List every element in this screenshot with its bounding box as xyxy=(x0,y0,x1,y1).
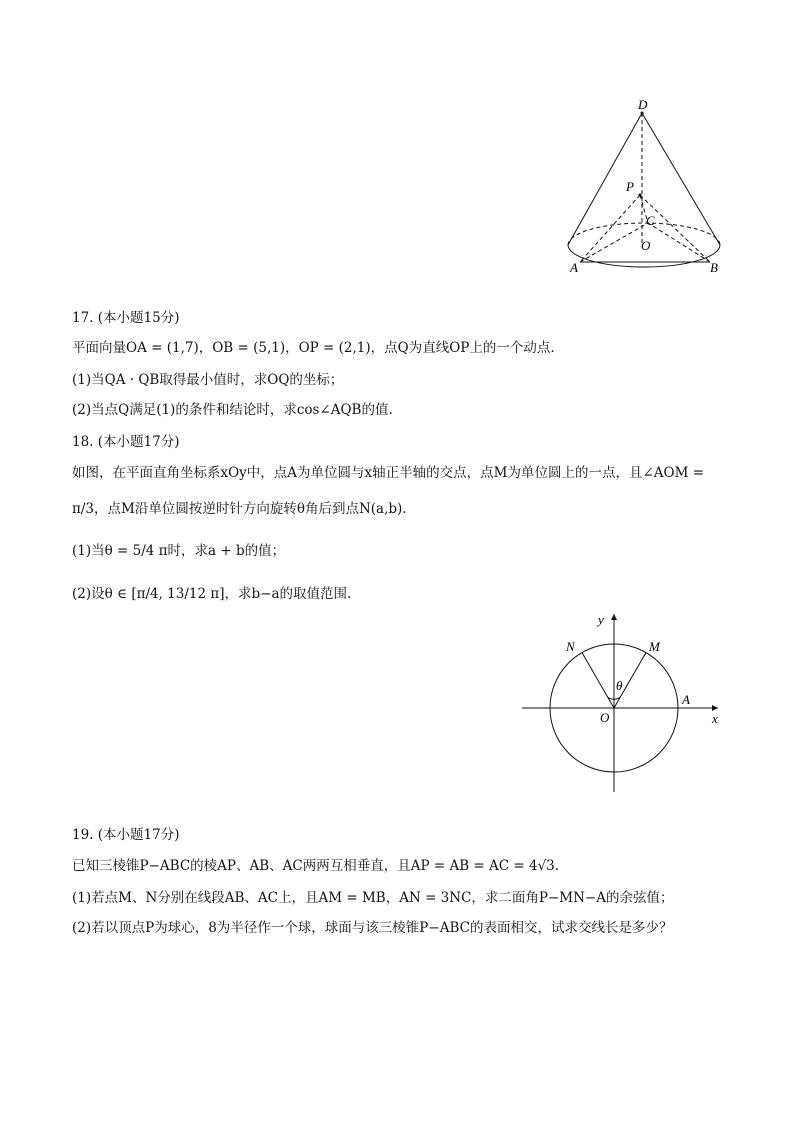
label-o: O xyxy=(641,238,651,253)
problem19-part2: (2)若以顶点P为球心，8为半径作一个球，球面与该三棱锥P−ABC的表面相交，试求交线长是多少？ xyxy=(72,920,673,936)
label-theta: θ xyxy=(616,678,623,693)
problem18-header: 18. (本小题17分) xyxy=(72,434,180,450)
label-c: C xyxy=(646,213,655,228)
cone-figure xyxy=(560,95,730,280)
label-m: M xyxy=(649,639,660,654)
label-o: O xyxy=(600,710,610,725)
label-x: x xyxy=(712,711,718,726)
problem19-header: 19. (本小题17分) xyxy=(72,827,180,843)
edge-pa xyxy=(580,195,640,262)
problem18-part1: (1)当θ = 5/4 π时，求a + b的值； xyxy=(72,543,286,559)
label-a: A xyxy=(570,260,578,275)
problem19-stem: 已知三棱锥P−ABC的棱AP、AB、AC两两互相垂直，且AP = AB = AC = 4√3. xyxy=(72,858,560,874)
problem17-header: 17. (本小题15分) xyxy=(72,310,180,326)
problem18-stem-line1: 如图，在平面直角坐标系xOy中，点A为单位圆与x轴正半轴的交点，点M为单位圆上的一点，且∠AOM = xyxy=(72,465,705,481)
label-b: B xyxy=(710,260,718,275)
label-y: y xyxy=(598,612,604,627)
label-p: P xyxy=(626,179,634,194)
unit-circle-figure xyxy=(518,608,728,796)
edge-bc xyxy=(648,223,710,262)
label-a: A xyxy=(682,692,690,707)
problem19-part1: (1)若点M、N分别在线段AB、AC上，且AM = MB，AN = 3NC，求二面角P−MN−A的余弦值； xyxy=(72,890,674,906)
label-d: D xyxy=(638,97,648,112)
point-p xyxy=(639,194,642,197)
problem17-part2: (2)当点Q满足(1)的条件和结论时，求cos∠AQB的值. xyxy=(72,402,393,418)
ray-on xyxy=(582,653,614,708)
edge-ac xyxy=(580,223,648,262)
problem18-part2: (2)设θ ∈ [π/4, 13/12 π]，求b−a的取值范围. xyxy=(72,586,352,602)
label-n: N xyxy=(566,639,575,654)
problem17-stem: 平面向量OA = (1,7)，OB = (5,1)，OP = (2,1)，点Q为直线OP上的一个动点. xyxy=(72,340,555,356)
problem17-part1: (1)当QA · QB取得最小值时，求OQ的坐标； xyxy=(72,372,344,388)
edge-pb xyxy=(640,195,710,262)
problem18-stem-line2: π/3，点M沿单位圆按逆时针方向旋转θ角后到点N(a,b). xyxy=(72,501,407,517)
